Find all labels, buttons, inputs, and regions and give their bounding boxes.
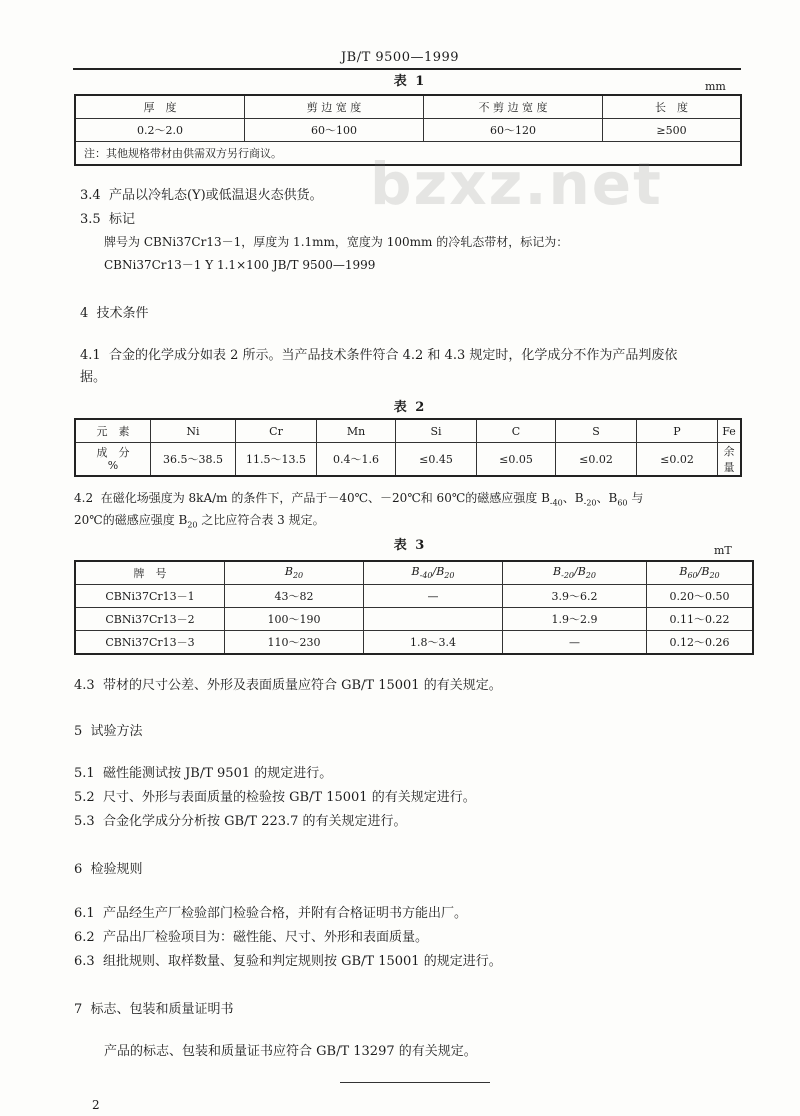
- clause-number: 4.3: [74, 678, 95, 693]
- clause-4-1: [80, 346, 745, 366]
- table2-header: C: [477, 419, 556, 443]
- table3-cell: CBNi37Cr13－3: [75, 631, 225, 655]
- table3-cell: CBNi37Cr13－1: [75, 585, 225, 608]
- table1-cell: ≥500: [603, 119, 742, 142]
- table2-header: Si: [396, 419, 477, 443]
- table3-cell: 0.11～0.22: [647, 608, 754, 631]
- table3-cell: 100～190: [225, 608, 364, 631]
- section-6-heading: [74, 858, 143, 877]
- table2-header: Cr: [236, 419, 317, 443]
- clause-text: 组批规则、取样数量、复验和判定规则按 GB/T 15001 的规定进行。: [102, 954, 502, 969]
- subscript: 60: [617, 498, 628, 508]
- clause-number: 4.2: [74, 491, 94, 505]
- subscript: -40: [549, 498, 563, 508]
- table2-header: 元 素: [75, 419, 151, 443]
- marking-example: CBNi37Cr13－1 Y 1.1×100 JB/T 9500—1999: [104, 258, 376, 272]
- table2-cell: 11.5～13.5: [236, 443, 317, 477]
- clause-number: 3.5: [80, 212, 101, 227]
- table1-header-thickness: 厚 度: [75, 95, 245, 119]
- table2-caption: 表 2: [393, 400, 427, 415]
- table1-header-trimmed-width: 剪 边 宽 度: [245, 95, 424, 119]
- clause-text: 产品经生产厂检验部门检验合格，并附有合格证明书方能出厂。: [102, 906, 467, 921]
- clause-4-2: 4.2 在磁化场强度为 8kA/m 的条件下，产品于－40℃、－20℃和 60℃的磁感应强度 $B_{-40}$、$B_{-20}$、$B_{60}$ 与: [74, 491, 644, 508]
- section-number: 5: [74, 724, 83, 739]
- table2-cell: 0.4～1.6: [317, 443, 396, 477]
- clause-6-1: [74, 904, 467, 924]
- clause-number: 6.2: [74, 930, 95, 945]
- clause-4-2-continued: [74, 510, 325, 535]
- end-rule: [340, 1082, 490, 1083]
- clause-number: 3.4: [80, 188, 101, 203]
- row-label-text: 成 分: [96, 446, 130, 459]
- clause-text: 磁性能测试按 JB/T 9501 的规定进行。: [102, 766, 333, 781]
- clause-6-2: [74, 928, 428, 948]
- table3-header-ratio-60: $B_{60}/B_{20}$: [647, 561, 754, 585]
- table3-cell: 0.12～0.26: [647, 631, 754, 655]
- table3-cell: —: [364, 585, 503, 608]
- table1-cell: 60～120: [424, 119, 603, 142]
- clause-text: 在磁化场强度为 8kA/m 的条件下，产品于－40℃、－20℃和 60℃的磁感应强度 B: [100, 491, 550, 505]
- table-row: [75, 631, 753, 655]
- table2-cell: ≤0.05: [477, 443, 556, 477]
- clause-text: 尺寸、外形与表面质量的检验按 GB/T 15001 的有关规定进行。: [102, 790, 476, 805]
- table1-cell: 60～100: [245, 119, 424, 142]
- table3-cell: 3.9～6.2: [503, 585, 647, 608]
- row-label-unit: %: [107, 459, 119, 472]
- subscript: 20: [187, 520, 198, 530]
- table3-header-ratio-40: $B_{-40}/B_{20}$: [364, 561, 503, 585]
- table3-cell: 43～82: [225, 585, 364, 608]
- table3-caption: 表 3: [393, 538, 427, 553]
- table-row: [75, 585, 753, 608]
- clause-5-2: [74, 788, 476, 808]
- clause-text: 20℃的磁感应强度 B: [74, 513, 188, 527]
- section-number: 7: [74, 1002, 83, 1017]
- table2-header: P: [637, 419, 718, 443]
- watermark-logo: bzxz.net: [370, 150, 663, 218]
- table3-header-grade: 牌 号: [75, 561, 225, 585]
- table1-unit: mm: [705, 80, 726, 93]
- table3-header-b20: $B_{20}$: [225, 561, 364, 585]
- section-number: 6: [74, 862, 83, 877]
- table3-header-ratio-20: $B_{-20}/B_{20}$: [503, 561, 647, 585]
- table2-header: Fe: [718, 419, 742, 443]
- table2-cell: 余量: [718, 443, 742, 477]
- clause-number: 5.1: [74, 766, 95, 781]
- clause-4-3: [74, 676, 502, 696]
- table2: [74, 418, 742, 477]
- section-title: 检验规则: [90, 862, 143, 877]
- table3: [74, 560, 754, 655]
- section-5-heading: [74, 720, 143, 739]
- clause-number: 6.3: [74, 954, 95, 969]
- clause-text: 之比应符合表 3 规定。: [201, 513, 325, 527]
- section-7-heading: [74, 998, 234, 1017]
- table2-header: Mn: [317, 419, 396, 443]
- clause-text: 产品出厂检验项目为：磁性能、尺寸、外形和表面质量。: [102, 930, 428, 945]
- table3-cell: 1.8～3.4: [364, 631, 503, 655]
- table3-unit: mT: [714, 544, 732, 557]
- table3-cell: 0.20～0.50: [647, 585, 754, 608]
- clause-4-1-continued: 据。: [80, 370, 107, 385]
- clause-title: 标记: [108, 212, 135, 227]
- table2-cell: ≤0.45: [396, 443, 477, 477]
- section-4-heading: [80, 302, 149, 321]
- table2-header: S: [556, 419, 637, 443]
- subscript: -20: [583, 498, 597, 508]
- table3-cell: 110～230: [225, 631, 364, 655]
- table1-note: 注：其他规格带材由供需双方另行商议。: [75, 142, 741, 166]
- table2-header: Ni: [151, 419, 236, 443]
- section-title: 标志、包装和质量证明书: [90, 1002, 234, 1017]
- clause-text: 带材的尺寸公差、外形及表面质量应符合 GB/T 15001 的有关规定。: [102, 678, 502, 693]
- section-7-text: 产品的标志、包装和质量证书应符合 GB/T 13297 的有关规定。: [104, 1044, 477, 1059]
- clause-3-5-title: [80, 210, 135, 230]
- clause-number: 5.2: [74, 790, 95, 805]
- clause-3-4: [80, 186, 323, 206]
- section-number: 4: [80, 306, 89, 321]
- table3-cell: —: [503, 631, 647, 655]
- table2-row-label: [75, 443, 151, 477]
- clause-text: 与: [631, 491, 644, 505]
- clause-5-1: [74, 764, 332, 784]
- table3-cell: [364, 608, 503, 631]
- table1-header-untrimmed-width: 不 剪 边 宽 度: [424, 95, 603, 119]
- clause-number: 5.3: [74, 814, 95, 829]
- document-header: JB/T 9500—1999: [340, 50, 460, 65]
- table1-header-length: 长 度: [603, 95, 742, 119]
- table3-cell: CBNi37Cr13－2: [75, 608, 225, 631]
- table1-cell: 0.2～2.0: [75, 119, 245, 142]
- clause-text: 产品以冷轧态(Y)或低温退火态供货。: [108, 188, 323, 203]
- table1-caption: 表 1: [393, 74, 427, 89]
- section-title: 试验方法: [90, 724, 143, 739]
- clause-number: 6.1: [74, 906, 95, 921]
- table2-cell: ≤0.02: [556, 443, 637, 477]
- clause-5-3: [74, 812, 407, 832]
- clause-number: 4.1: [80, 348, 101, 363]
- table2-cell: ≤0.02: [637, 443, 718, 477]
- section-title: 技术条件: [96, 306, 149, 321]
- table2-cell: 36.5～38.5: [151, 443, 236, 477]
- page-number: 2: [92, 1098, 100, 1112]
- marking-description: 牌号为 CBNi37Cr13－1，厚度为 1.1mm，宽度为 100mm 的冷轧态带材，标记为：: [104, 235, 569, 249]
- clause-6-3: [74, 952, 502, 972]
- table-row: [75, 608, 753, 631]
- clause-text: 合金的化学成分如表 2 所示。当产品技术条件符合 4.2 和 4.3 规定时，化学成分不作为产品判废依: [108, 348, 678, 363]
- clause-text: 合金化学成分分析按 GB/T 223.7 的有关规定进行。: [102, 814, 407, 829]
- table3-cell: 1.9～2.9: [503, 608, 647, 631]
